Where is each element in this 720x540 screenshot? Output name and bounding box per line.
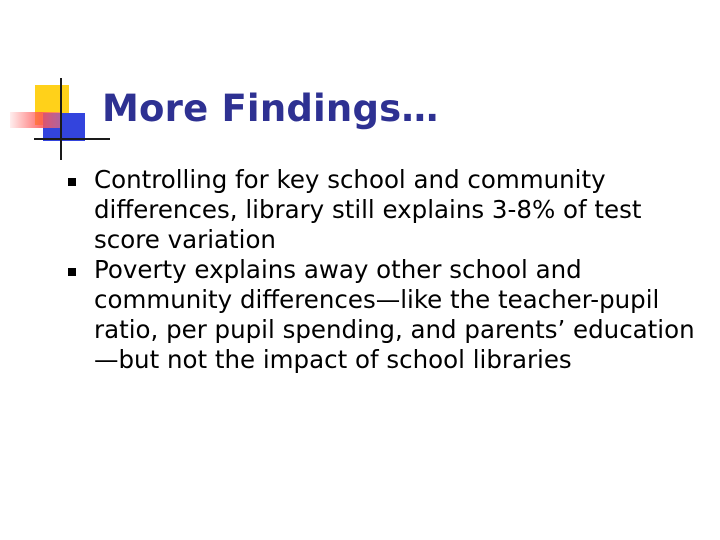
bullet-text: Poverty explains away other school and community differences—like the teacher-pupil ratio, per pupil spending, and parents’ education—but not the impact of school libraries	[94, 255, 695, 374]
square-bullet-icon	[68, 268, 76, 276]
bullet-item	[68, 255, 698, 375]
squares-crosshair-logo	[0, 0, 110, 170]
logo-horizontal-line	[34, 138, 110, 140]
bullet-item	[68, 165, 698, 255]
logo-red-bar	[10, 112, 62, 128]
square-bullet-icon	[68, 178, 76, 186]
logo-vertical-line	[60, 78, 62, 160]
bullet-list	[68, 165, 698, 375]
bullet-text: Controlling for key school and community differences, library still explains 3-8% of test score variation	[94, 165, 642, 254]
slide-title: More Findings…	[102, 87, 439, 130]
